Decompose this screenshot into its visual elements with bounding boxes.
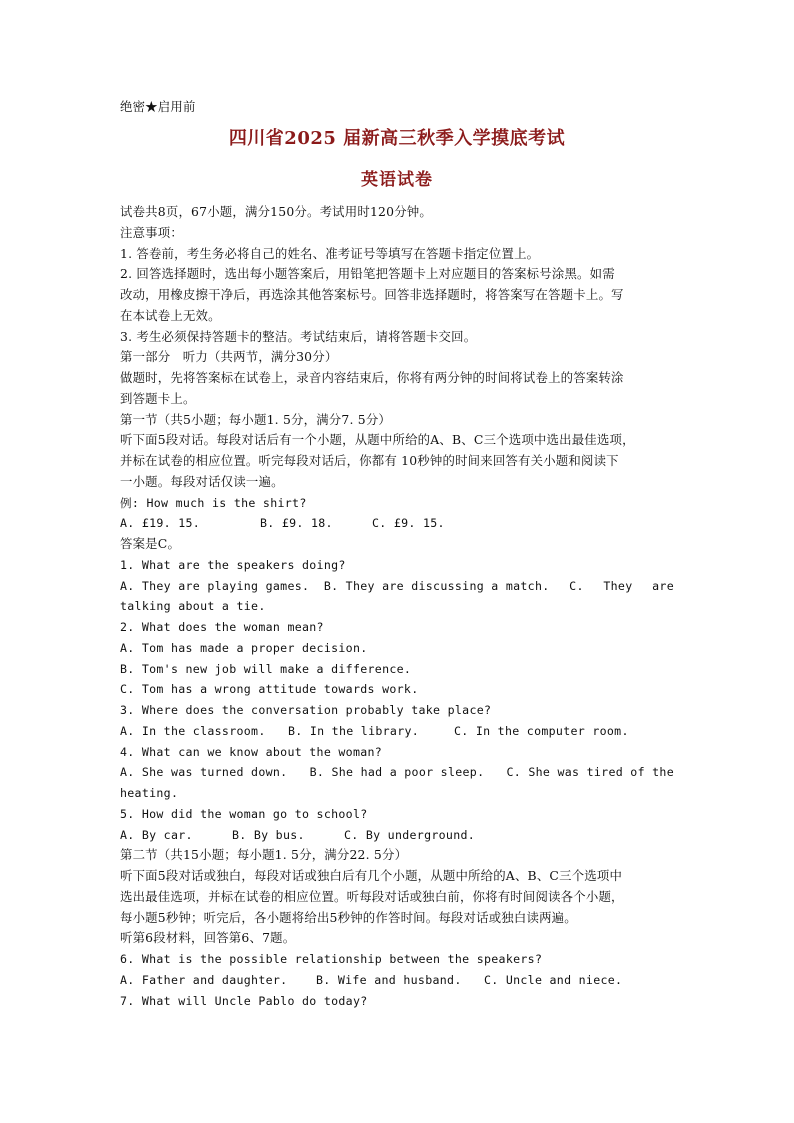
question-1-options-continued: talking about a tie. xyxy=(120,599,266,614)
question-1-option-c-word-2: are xyxy=(652,578,674,593)
question-1-options-ab: A. They are playing games. B. They are discussing a match. xyxy=(120,578,550,593)
question-5-option-a: A. By car. xyxy=(120,827,193,842)
question-5-option-c: C. By underground. xyxy=(344,827,476,842)
section-1-heading: 第一节（共5小题；每小题1. 5分，满分7. 5分） xyxy=(120,411,392,427)
note-2-line-1: 2. 回答选择题时，选出每小题答案后，用铅笔把答题卡上对应题目的答案标号涂黑。如需 xyxy=(120,266,615,282)
question-3-option-b: B. In the library. xyxy=(288,723,420,738)
question-3-options xyxy=(120,721,674,742)
question-6-option-c: C. Uncle and niece. xyxy=(484,972,623,987)
question-6-options xyxy=(120,970,674,991)
note-3: 3. 考生必须保持答题卡的整洁。考试结束后，请将答题卡交回。 xyxy=(120,328,477,344)
part-1-instruction-line-1: 做题时，先将答案标在试卷上，录音内容结束后，你将有两分钟的时间将试卷上的答案转涂 xyxy=(120,370,624,385)
section-1-instruction-line-3: 一小题。每段对话仅读一遍。 xyxy=(120,473,284,489)
example-option-c: C. £9. 15. xyxy=(372,516,445,531)
example-option-b: B. £9. 18. xyxy=(260,516,333,531)
question-1-option-c-label: C. xyxy=(569,578,584,593)
section-2-instruction-line-1: 听下面5段对话或独白，每段对话或独白后有几个小题，从题中所给的A、B、C三个选项中 xyxy=(120,868,623,883)
question-2-option-c: C. Tom has a wrong attitude towards work. xyxy=(120,682,419,697)
exam-content xyxy=(120,202,674,1011)
section-2-instruction-line-3: 每小题5秒钟；听完后，各小题将给出5秒钟的作答时间。每段对话或独白读两遍。 xyxy=(120,909,577,925)
section-2-instruction-line-2: 选出最佳选项，并标在试卷的相应位置。听每段对话或独白前，你将有时间阅读各个小题， xyxy=(120,888,624,904)
note-1: 1. 答卷前，考生务必将自己的姓名、准考证号等填写在答题卡指定位置上。 xyxy=(120,245,540,261)
notes-label: 注意事项： xyxy=(120,224,183,240)
question-2-option-b: B. Tom's new job will make a difference. xyxy=(120,661,412,676)
question-3-option-a: A. In the classroom. xyxy=(120,723,266,738)
question-4: 4. What can we know about the woman? xyxy=(120,744,383,759)
question-1-option-c-word-1: They xyxy=(603,578,633,593)
question-3-option-c: C. In the computer room. xyxy=(454,723,629,738)
part-1-heading: 第一部分 听力（共两节，满分30分） xyxy=(120,349,338,365)
section-1-instruction-line-1: 听下面5段对话。每段对话后有一个小题，从题中所给的A、B、C三个选项中选出最佳选项， xyxy=(120,432,635,448)
question-7: 7. What will Uncle Pablo do today? xyxy=(120,993,368,1008)
exam-info: 试卷共8页，67小题，满分150分。考试用时120分钟。 xyxy=(120,204,432,219)
note-2-line-2: 改动，用橡皮擦干净后，再选涂其他答案标号。回答非选择题时，将答案写在答题卡上。写 xyxy=(120,287,624,302)
question-4-options xyxy=(120,762,674,783)
question-1: 1. What are the speakers doing? xyxy=(120,557,346,572)
confidential-label: 绝密★启用前 xyxy=(120,99,196,114)
question-5: 5. How did the woman go to school? xyxy=(120,806,368,821)
question-6-option-b: B. Wife and husband. xyxy=(316,972,462,987)
example-question: 例: How much is the shirt? xyxy=(120,495,307,510)
section-1-instruction-line-2: 并标在试卷的相应位置。听完每段对话后，你都有 10秒钟的时间来回答有关小题和阅读下 xyxy=(120,453,619,468)
note-2-line-3: 在本试卷上无效。 xyxy=(120,307,221,323)
question-4-options-continued: heating. xyxy=(120,786,179,800)
question-5-options xyxy=(120,825,674,846)
question-3: 3. Where does the conversation probably take place? xyxy=(120,703,492,717)
example-answer: 答案是C。 xyxy=(120,536,181,551)
exam-subtitle: 英语试卷 xyxy=(361,170,433,190)
question-4-option-a: A. She was turned down. xyxy=(120,765,288,780)
section-2-heading: 第二节（共15小题；每小题1. 5分，满分22. 5分） xyxy=(120,847,408,863)
question-5-option-b: B. By bus. xyxy=(232,827,305,842)
example-options xyxy=(120,513,674,534)
question-4-option-b: B. She had a poor sleep. xyxy=(309,765,485,780)
exam-title: 四川省2025 届新高三秋季入学摸底考试 xyxy=(228,128,566,149)
example-option-a: A. £19. 15. xyxy=(120,516,201,531)
question-2-option-a: A. Tom has made a proper decision. xyxy=(120,640,368,655)
question-2: 2. What does the woman mean? xyxy=(120,620,324,634)
question-1-options xyxy=(120,576,674,597)
question-6: 6. What is the possible relationship between the speakers? xyxy=(120,952,543,966)
part-1-instruction-line-2: 到答题卡上。 xyxy=(120,390,196,406)
question-4-option-c: C. She was tired of the xyxy=(506,765,674,780)
question-6-option-a: A. Father and daughter. xyxy=(120,972,288,987)
material-6-label: 听第6段材料，回答第6、7题。 xyxy=(120,930,296,946)
